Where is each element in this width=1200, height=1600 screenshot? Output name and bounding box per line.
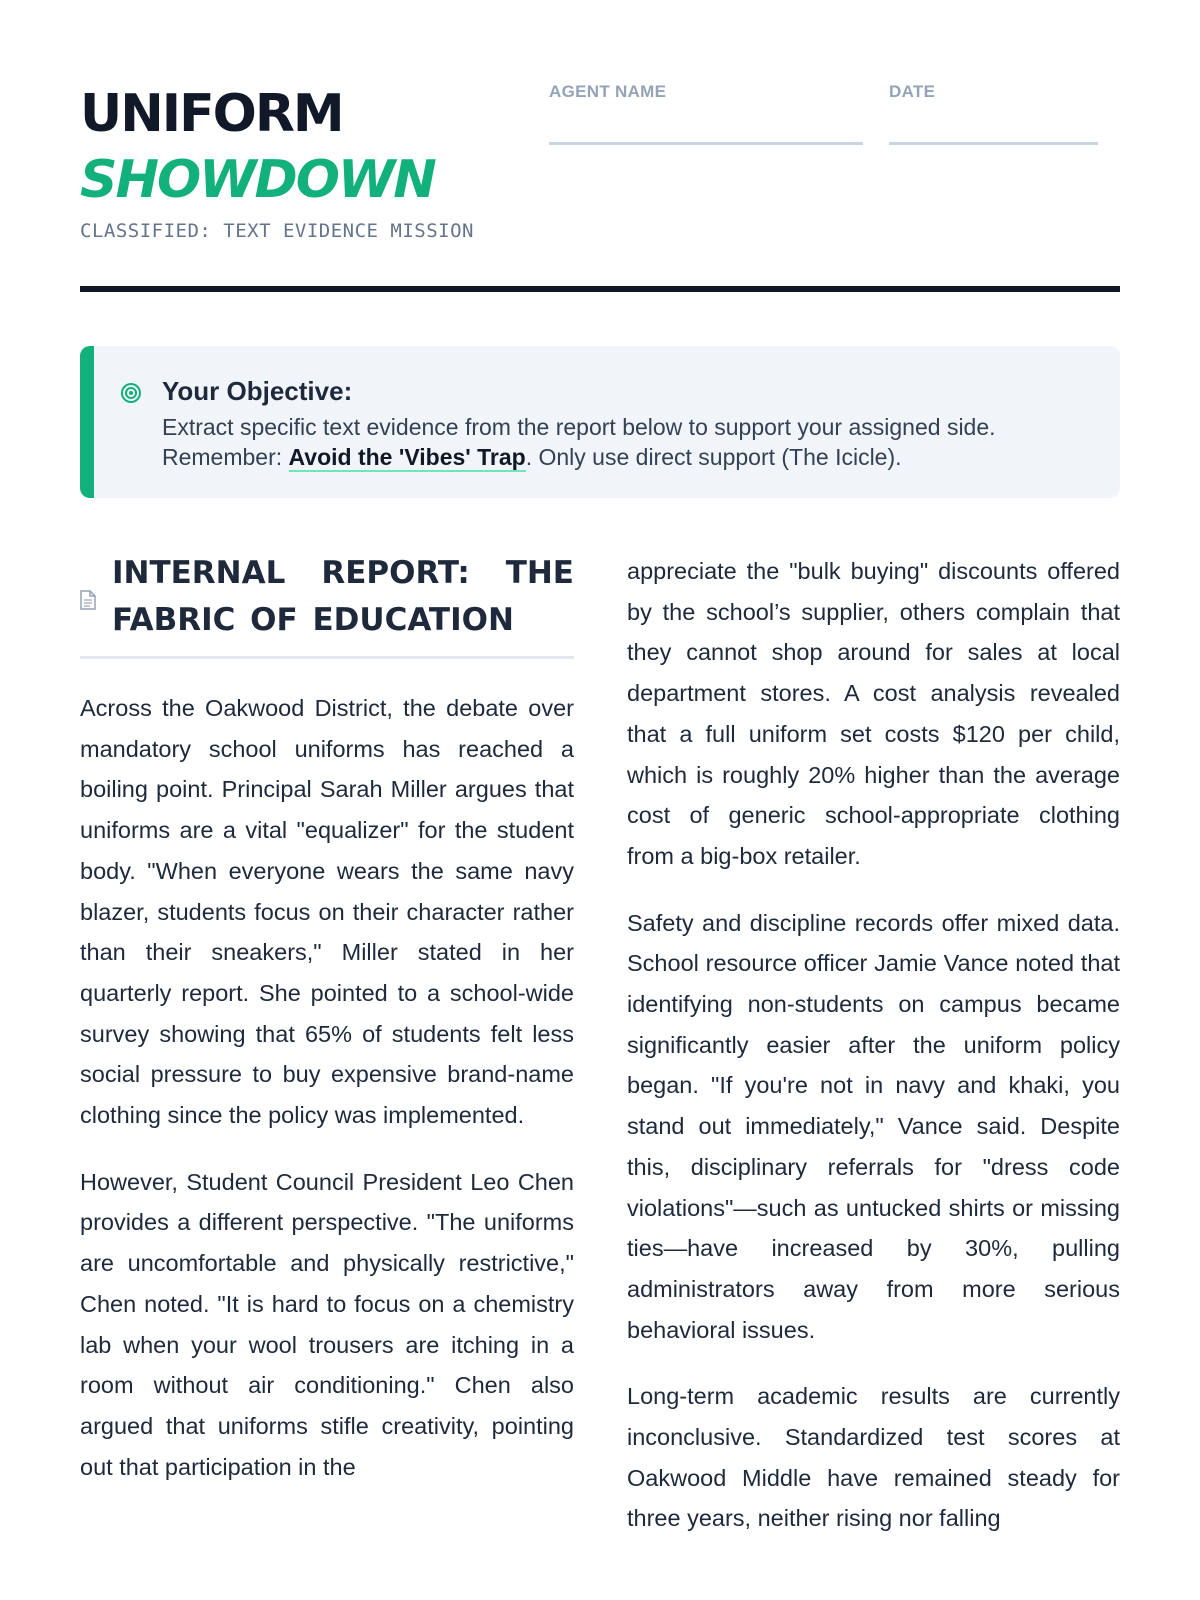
title-uniform: UNIFORM <box>80 84 343 144</box>
report-paragraph: Safety and discipline records offer mixed data. School resource officer Jamie Vance noted that identifying non-students on campus became significantly easier after the uniform policy began. "If you're not in navy and khaki, you stand out immediately," Vance said. Despite this, disciplinary referrals for "dress code violations"—such as untucked shirts or missing ties—have increased by 30%, pulling administrators away from more serious behavioral issues. <box>627 909 1120 1343</box>
title-showdown: SHOWDOWN <box>80 150 435 210</box>
report-paragraph: Long-term academic results are currently inconclusive. Standardized test scores at Oakwood Middle have remained steady for three years, neither rising nor falling <box>627 1383 1120 1532</box>
objective-box <box>80 346 1120 498</box>
date-label: DATE <box>889 82 936 101</box>
header-divider <box>80 286 1120 292</box>
report-paragraph: appreciate the "bulk buying" discounts offered by the school’s supplier, others complain that they cannot shop around for sales at local department stores. A cost analysis revealed that a full uniform set costs $120 per child, which is roughly 20% higher than the average cost of generic school-appropriate clothing from a big-box retailer. <box>627 558 1120 869</box>
objective-title: Your Objective: <box>162 376 353 406</box>
report-title: INTERNAL REPORT: THE FABRIC OF EDUCATION <box>112 555 574 638</box>
document-icon <box>80 590 96 610</box>
agent-name-field[interactable] <box>549 82 666 102</box>
objective-line-2-prefix: Remember: <box>162 444 289 470</box>
agent-name-line[interactable] <box>549 142 863 145</box>
subtitle: CLASSIFIED: TEXT EVIDENCE MISSION <box>80 220 474 242</box>
report-column-right <box>627 551 1120 1565</box>
vibes-trap-emphasis: Avoid the 'Vibes' Trap <box>288 444 526 470</box>
objective-accent-bar <box>80 346 94 498</box>
report-column-left <box>80 688 574 1513</box>
report-paragraph: However, Student Council President Leo Chen provides a different perspective. "The uniforms are uncomfortable and physically restrictive," Chen noted. "It is hard to focus on a chemistry lab when your wool trousers are itching in a room without air conditioning." Chen also argued that uniforms stifle creativity, pointing out that participation in the <box>80 1168 574 1480</box>
date-line[interactable] <box>889 142 1098 145</box>
objective-line-2-suffix: . Only use direct support (The Icicle). <box>525 444 902 470</box>
objective-line-1: Extract specific text evidence from the report below to support your assigned side. <box>162 414 996 440</box>
report-header <box>80 550 574 659</box>
target-icon <box>120 382 142 404</box>
agent-name-label: AGENT NAME <box>549 82 667 101</box>
report-paragraph: Across the Oakwood District, the debate over mandatory school uniforms has reached a boiling point. Principal Sarah Miller argues that uniforms are a vital "equalizer" for the student body. "When everyone wears the same navy blazer, students focus on their character rather than their sneakers," Miller stated in her quarterly report. She pointed to a school-wide survey showing that 65% of students felt less social pressure to buy expensive brand-name clothing since the policy was implemented. <box>80 695 574 1129</box>
date-field[interactable] <box>889 82 935 102</box>
objective-line-2 <box>162 442 1102 472</box>
objective-text <box>162 412 1102 472</box>
